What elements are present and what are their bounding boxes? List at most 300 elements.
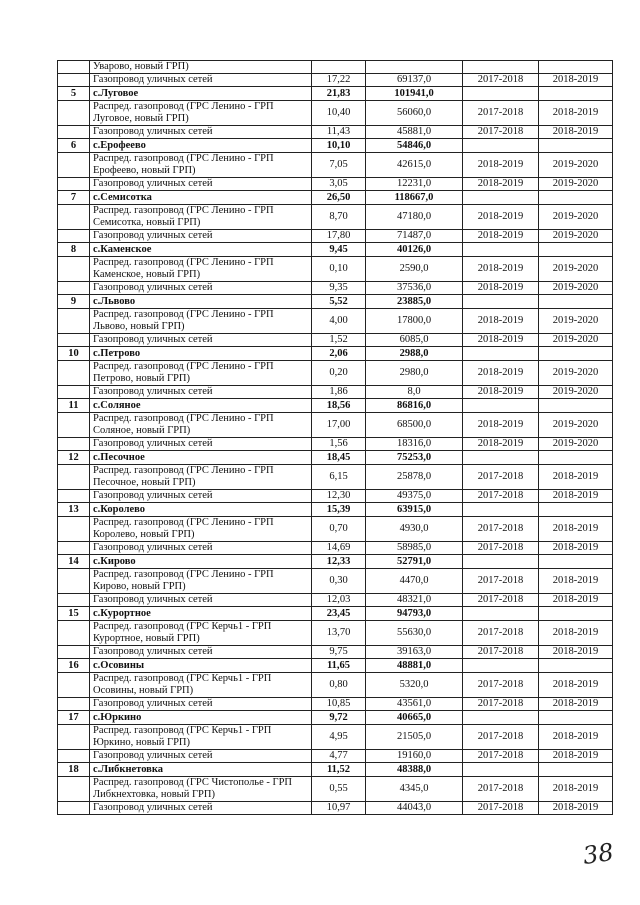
table-row bbox=[58, 230, 613, 243]
cell-number bbox=[58, 750, 90, 763]
cell-period-design bbox=[463, 451, 539, 465]
cell-cost: 101941,0 bbox=[366, 87, 463, 101]
cell-cost: 68500,0 bbox=[366, 413, 463, 438]
table-body bbox=[58, 61, 613, 815]
cell-period-build: 2018-2019 bbox=[539, 569, 613, 594]
cell-period-build: 2019-2020 bbox=[539, 413, 613, 438]
cell-period-design: 2017-2018 bbox=[463, 802, 539, 815]
cell-cost: 4470,0 bbox=[366, 569, 463, 594]
cell-length-km: 18,45 bbox=[312, 451, 366, 465]
cell-number bbox=[58, 61, 90, 74]
cell-description: Газопровод уличных сетей bbox=[90, 438, 312, 451]
cell-period-build bbox=[539, 347, 613, 361]
cell-number bbox=[58, 594, 90, 607]
settlement-row bbox=[58, 763, 613, 777]
cell-cost: 40665,0 bbox=[366, 711, 463, 725]
cell-description: Распред. газопровод (ГРС Керчь1 - ГРП Юркино, новый ГРП) bbox=[90, 725, 312, 750]
cell-period-build: 2018-2019 bbox=[539, 673, 613, 698]
table-row bbox=[58, 61, 613, 74]
cell-cost: 47180,0 bbox=[366, 205, 463, 230]
cell-description: Газопровод уличных сетей bbox=[90, 802, 312, 815]
cell-period-design: 2017-2018 bbox=[463, 594, 539, 607]
cell-number bbox=[58, 178, 90, 191]
cell-cost: 71487,0 bbox=[366, 230, 463, 243]
cell-cost: 48881,0 bbox=[366, 659, 463, 673]
cell-number: 5 bbox=[58, 87, 90, 101]
settlement-row bbox=[58, 243, 613, 257]
cell-cost: 40126,0 bbox=[366, 243, 463, 257]
cell-period-design: 2018-2019 bbox=[463, 205, 539, 230]
cell-number bbox=[58, 126, 90, 139]
cell-number bbox=[58, 386, 90, 399]
cell-length-km: 11,43 bbox=[312, 126, 366, 139]
cell-description: Газопровод уличных сетей bbox=[90, 542, 312, 555]
cell-number: 12 bbox=[58, 451, 90, 465]
cell-number bbox=[58, 646, 90, 659]
cell-number bbox=[58, 413, 90, 438]
cell-number bbox=[58, 542, 90, 555]
cell-description: с.Соляное bbox=[90, 399, 312, 413]
table-row bbox=[58, 777, 613, 802]
cell-length-km: 1,86 bbox=[312, 386, 366, 399]
table-row bbox=[58, 153, 613, 178]
cell-period-build bbox=[539, 659, 613, 673]
cell-description: Распред. газопровод (ГРС Ленино - ГРП Львово, новый ГРП) bbox=[90, 309, 312, 334]
cell-number: 18 bbox=[58, 763, 90, 777]
cell-number bbox=[58, 725, 90, 750]
cell-cost: 48321,0 bbox=[366, 594, 463, 607]
cell-period-build bbox=[539, 399, 613, 413]
cell-length-km: 0,20 bbox=[312, 361, 366, 386]
cell-cost: 63915,0 bbox=[366, 503, 463, 517]
cell-cost: 23885,0 bbox=[366, 295, 463, 309]
cell-period-design: 2018-2019 bbox=[463, 438, 539, 451]
cell-period-design bbox=[463, 243, 539, 257]
table-row bbox=[58, 490, 613, 503]
cell-period-design: 2017-2018 bbox=[463, 465, 539, 490]
table-row bbox=[58, 725, 613, 750]
cell-period-build: 2019-2020 bbox=[539, 309, 613, 334]
cell-description: Газопровод уличных сетей bbox=[90, 282, 312, 295]
cell-length-km: 10,97 bbox=[312, 802, 366, 815]
cell-period-build bbox=[539, 503, 613, 517]
cell-period-build bbox=[539, 763, 613, 777]
cell-period-design bbox=[463, 763, 539, 777]
cell-number: 8 bbox=[58, 243, 90, 257]
cell-description: Распред. газопровод (ГРС Ленино - ГРП Кирово, новый ГРП) bbox=[90, 569, 312, 594]
cell-number bbox=[58, 309, 90, 334]
cell-cost: 69137,0 bbox=[366, 74, 463, 87]
cell-period-build bbox=[539, 61, 613, 74]
cell-number: 13 bbox=[58, 503, 90, 517]
cell-description: Газопровод уличных сетей bbox=[90, 646, 312, 659]
cell-number: 7 bbox=[58, 191, 90, 205]
table-row bbox=[58, 126, 613, 139]
cell-number bbox=[58, 698, 90, 711]
cell-number bbox=[58, 74, 90, 87]
cell-cost: 19160,0 bbox=[366, 750, 463, 763]
cell-length-km: 10,10 bbox=[312, 139, 366, 153]
table-row bbox=[58, 178, 613, 191]
cell-period-design: 2017-2018 bbox=[463, 777, 539, 802]
cell-period-design: 2017-2018 bbox=[463, 750, 539, 763]
cell-length-km: 0,70 bbox=[312, 517, 366, 542]
page-number: 38 bbox=[581, 838, 616, 870]
cell-period-build: 2018-2019 bbox=[539, 621, 613, 646]
cell-length-km: 17,00 bbox=[312, 413, 366, 438]
settlement-row bbox=[58, 607, 613, 621]
cell-cost: 5320,0 bbox=[366, 673, 463, 698]
cell-cost: 54846,0 bbox=[366, 139, 463, 153]
cell-description: Распред. газопровод (ГРС Ленино - ГРП Петрово, новый ГРП) bbox=[90, 361, 312, 386]
cell-period-build: 2019-2020 bbox=[539, 386, 613, 399]
cell-description: Газопровод уличных сетей bbox=[90, 698, 312, 711]
cell-number bbox=[58, 334, 90, 347]
table-row bbox=[58, 802, 613, 815]
cell-cost: 49375,0 bbox=[366, 490, 463, 503]
cell-period-design: 2017-2018 bbox=[463, 490, 539, 503]
cell-length-km: 0,55 bbox=[312, 777, 366, 802]
cell-description: Газопровод уличных сетей bbox=[90, 334, 312, 347]
settlement-row bbox=[58, 451, 613, 465]
settlement-row bbox=[58, 139, 613, 153]
cell-cost: 43561,0 bbox=[366, 698, 463, 711]
cell-length-km: 21,83 bbox=[312, 87, 366, 101]
cell-period-design bbox=[463, 711, 539, 725]
cell-period-build: 2019-2020 bbox=[539, 205, 613, 230]
cell-cost: 118667,0 bbox=[366, 191, 463, 205]
cell-period-build: 2018-2019 bbox=[539, 802, 613, 815]
table-row bbox=[58, 257, 613, 282]
cell-cost: 17800,0 bbox=[366, 309, 463, 334]
cell-period-build bbox=[539, 607, 613, 621]
cell-length-km: 9,45 bbox=[312, 243, 366, 257]
cell-period-design: 2017-2018 bbox=[463, 725, 539, 750]
cell-period-build: 2019-2020 bbox=[539, 178, 613, 191]
cell-number bbox=[58, 153, 90, 178]
cell-cost: 21505,0 bbox=[366, 725, 463, 750]
cell-number bbox=[58, 777, 90, 802]
cell-period-design: 2017-2018 bbox=[463, 101, 539, 126]
cell-description: Распред. газопровод (ГРС Керчь1 - ГРП Курортное, новый ГРП) bbox=[90, 621, 312, 646]
cell-description: с.Луговое bbox=[90, 87, 312, 101]
cell-period-design: 2017-2018 bbox=[463, 646, 539, 659]
cell-cost: 12231,0 bbox=[366, 178, 463, 191]
cell-period-design: 2017-2018 bbox=[463, 569, 539, 594]
cell-length-km: 18,56 bbox=[312, 399, 366, 413]
cell-number bbox=[58, 438, 90, 451]
cell-length-km: 7,05 bbox=[312, 153, 366, 178]
cell-number bbox=[58, 282, 90, 295]
table-row bbox=[58, 569, 613, 594]
cell-period-build bbox=[539, 451, 613, 465]
cell-length-km: 14,69 bbox=[312, 542, 366, 555]
cell-cost: 4345,0 bbox=[366, 777, 463, 802]
cell-period-build: 2018-2019 bbox=[539, 465, 613, 490]
table-row bbox=[58, 465, 613, 490]
settlement-row bbox=[58, 711, 613, 725]
cell-cost: 8,0 bbox=[366, 386, 463, 399]
cell-period-build bbox=[539, 139, 613, 153]
gas-pipeline-table bbox=[57, 60, 613, 815]
cell-period-design: 2017-2018 bbox=[463, 517, 539, 542]
cell-period-build: 2019-2020 bbox=[539, 257, 613, 282]
cell-length-km: 4,00 bbox=[312, 309, 366, 334]
cell-cost: 4930,0 bbox=[366, 517, 463, 542]
cell-cost: 18316,0 bbox=[366, 438, 463, 451]
cell-cost: 86816,0 bbox=[366, 399, 463, 413]
cell-period-design: 2018-2019 bbox=[463, 257, 539, 282]
cell-length-km: 11,52 bbox=[312, 763, 366, 777]
cell-cost: 75253,0 bbox=[366, 451, 463, 465]
table-row bbox=[58, 205, 613, 230]
cell-period-design bbox=[463, 659, 539, 673]
cell-number: 11 bbox=[58, 399, 90, 413]
cell-number: 10 bbox=[58, 347, 90, 361]
cell-period-design bbox=[463, 295, 539, 309]
cell-period-design: 2018-2019 bbox=[463, 282, 539, 295]
cell-description: с.Каменское bbox=[90, 243, 312, 257]
cell-description: Газопровод уличных сетей bbox=[90, 594, 312, 607]
cell-period-build bbox=[539, 243, 613, 257]
cell-length-km: 15,39 bbox=[312, 503, 366, 517]
cell-number: 17 bbox=[58, 711, 90, 725]
cell-length-km: 12,33 bbox=[312, 555, 366, 569]
cell-length-km: 0,10 bbox=[312, 257, 366, 282]
cell-period-design: 2018-2019 bbox=[463, 230, 539, 243]
cell-period-design bbox=[463, 61, 539, 74]
cell-length-km: 11,65 bbox=[312, 659, 366, 673]
cell-period-build: 2018-2019 bbox=[539, 74, 613, 87]
table-row bbox=[58, 698, 613, 711]
cell-description: Уварово, новый ГРП) bbox=[90, 61, 312, 74]
cell-cost: 58985,0 bbox=[366, 542, 463, 555]
cell-period-design: 2018-2019 bbox=[463, 309, 539, 334]
cell-description: Газопровод уличных сетей bbox=[90, 74, 312, 87]
cell-length-km: 17,22 bbox=[312, 74, 366, 87]
cell-period-design bbox=[463, 139, 539, 153]
cell-period-build: 2019-2020 bbox=[539, 334, 613, 347]
cell-number bbox=[58, 673, 90, 698]
cell-length-km: 2,06 bbox=[312, 347, 366, 361]
table-row bbox=[58, 386, 613, 399]
cell-number bbox=[58, 465, 90, 490]
settlement-row bbox=[58, 191, 613, 205]
cell-length-km: 9,75 bbox=[312, 646, 366, 659]
cell-number bbox=[58, 257, 90, 282]
cell-description: Распред. газопровод (ГРС Ленино - ГРП Ерофеево, новый ГРП) bbox=[90, 153, 312, 178]
cell-cost: 48388,0 bbox=[366, 763, 463, 777]
cell-length-km: 5,52 bbox=[312, 295, 366, 309]
cell-cost: 37536,0 bbox=[366, 282, 463, 295]
cell-period-build: 2019-2020 bbox=[539, 230, 613, 243]
cell-description: с.Ерофеево bbox=[90, 139, 312, 153]
cell-number bbox=[58, 802, 90, 815]
cell-length-km: 8,70 bbox=[312, 205, 366, 230]
cell-description: Газопровод уличных сетей bbox=[90, 126, 312, 139]
settlement-row bbox=[58, 399, 613, 413]
cell-cost: 45881,0 bbox=[366, 126, 463, 139]
settlement-row bbox=[58, 659, 613, 673]
cell-cost: 2590,0 bbox=[366, 257, 463, 282]
cell-description: с.Кирово bbox=[90, 555, 312, 569]
cell-number: 15 bbox=[58, 607, 90, 621]
cell-number bbox=[58, 490, 90, 503]
cell-period-build: 2018-2019 bbox=[539, 698, 613, 711]
table-row bbox=[58, 750, 613, 763]
cell-description: с.Семисотка bbox=[90, 191, 312, 205]
cell-length-km: 9,72 bbox=[312, 711, 366, 725]
cell-description: Газопровод уличных сетей bbox=[90, 230, 312, 243]
cell-length-km: 10,40 bbox=[312, 101, 366, 126]
table-row bbox=[58, 309, 613, 334]
cell-description: Газопровод уличных сетей bbox=[90, 490, 312, 503]
cell-period-build bbox=[539, 191, 613, 205]
cell-length-km: 3,05 bbox=[312, 178, 366, 191]
cell-period-build: 2018-2019 bbox=[539, 750, 613, 763]
cell-description: Распред. газопровод (ГРС Керчь1 - ГРП Осовины, новый ГРП) bbox=[90, 673, 312, 698]
cell-description: Распред. газопровод (ГРС Ленино - ГРП Песочное, новый ГРП) bbox=[90, 465, 312, 490]
cell-period-design: 2017-2018 bbox=[463, 673, 539, 698]
cell-number bbox=[58, 517, 90, 542]
cell-period-build: 2018-2019 bbox=[539, 777, 613, 802]
cell-cost: 94793,0 bbox=[366, 607, 463, 621]
cell-period-build bbox=[539, 295, 613, 309]
cell-description: с.Львово bbox=[90, 295, 312, 309]
cell-length-km: 12,03 bbox=[312, 594, 366, 607]
cell-period-build: 2019-2020 bbox=[539, 282, 613, 295]
cell-description: с.Либкнетовка bbox=[90, 763, 312, 777]
cell-description: Распред. газопровод (ГРС Ленино - ГРП Луговое, новый ГРП) bbox=[90, 101, 312, 126]
cell-length-km: 4,95 bbox=[312, 725, 366, 750]
cell-description: Газопровод уличных сетей bbox=[90, 178, 312, 191]
cell-period-design: 2017-2018 bbox=[463, 621, 539, 646]
cell-number bbox=[58, 230, 90, 243]
cell-period-design bbox=[463, 347, 539, 361]
cell-period-design: 2018-2019 bbox=[463, 334, 539, 347]
cell-length-km: 1,56 bbox=[312, 438, 366, 451]
cell-number bbox=[58, 569, 90, 594]
table-row bbox=[58, 646, 613, 659]
settlement-row bbox=[58, 295, 613, 309]
cell-description: Распред. газопровод (ГРС Ленино - ГРП Семисотка, новый ГРП) bbox=[90, 205, 312, 230]
cell-description: с.Песочное bbox=[90, 451, 312, 465]
cell-cost: 56060,0 bbox=[366, 101, 463, 126]
table-row bbox=[58, 282, 613, 295]
cell-description: с.Юркино bbox=[90, 711, 312, 725]
cell-period-build: 2018-2019 bbox=[539, 490, 613, 503]
cell-cost: 2980,0 bbox=[366, 361, 463, 386]
cell-length-km: 13,70 bbox=[312, 621, 366, 646]
cell-period-build: 2018-2019 bbox=[539, 725, 613, 750]
table-row bbox=[58, 101, 613, 126]
settlement-row bbox=[58, 347, 613, 361]
table-row bbox=[58, 673, 613, 698]
cell-description: с.Петрово bbox=[90, 347, 312, 361]
settlement-row bbox=[58, 555, 613, 569]
cell-period-build: 2019-2020 bbox=[539, 361, 613, 386]
settlement-row bbox=[58, 87, 613, 101]
cell-cost: 42615,0 bbox=[366, 153, 463, 178]
cell-period-build bbox=[539, 711, 613, 725]
cell-length-km: 9,35 bbox=[312, 282, 366, 295]
cell-length-km: 10,85 bbox=[312, 698, 366, 711]
cell-period-design bbox=[463, 503, 539, 517]
table-row bbox=[58, 594, 613, 607]
cell-description: с.Королево bbox=[90, 503, 312, 517]
cell-number: 16 bbox=[58, 659, 90, 673]
table-row bbox=[58, 334, 613, 347]
cell-period-design bbox=[463, 607, 539, 621]
cell-period-build: 2018-2019 bbox=[539, 594, 613, 607]
cell-length-km: 26,50 bbox=[312, 191, 366, 205]
cell-number bbox=[58, 361, 90, 386]
cell-period-build: 2018-2019 bbox=[539, 126, 613, 139]
cell-period-build: 2019-2020 bbox=[539, 438, 613, 451]
table-row bbox=[58, 621, 613, 646]
cell-period-design: 2018-2019 bbox=[463, 178, 539, 191]
cell-period-design: 2017-2018 bbox=[463, 542, 539, 555]
cell-number bbox=[58, 621, 90, 646]
cell-cost: 6085,0 bbox=[366, 334, 463, 347]
table-row bbox=[58, 413, 613, 438]
cell-period-design: 2018-2019 bbox=[463, 413, 539, 438]
cell-period-design bbox=[463, 555, 539, 569]
cell-cost: 55630,0 bbox=[366, 621, 463, 646]
cell-length-km: 12,30 bbox=[312, 490, 366, 503]
cell-period-design: 2017-2018 bbox=[463, 74, 539, 87]
cell-cost: 2988,0 bbox=[366, 347, 463, 361]
cell-length-km: 4,77 bbox=[312, 750, 366, 763]
cell-description: Распред. газопровод (ГРС Чистополье - ГРП Либкнехтовка, новый ГРП) bbox=[90, 777, 312, 802]
table-row bbox=[58, 74, 613, 87]
cell-number bbox=[58, 101, 90, 126]
table-row bbox=[58, 517, 613, 542]
cell-length-km: 0,30 bbox=[312, 569, 366, 594]
cell-length-km: 23,45 bbox=[312, 607, 366, 621]
cell-number: 6 bbox=[58, 139, 90, 153]
cell-length-km: 1,52 bbox=[312, 334, 366, 347]
table-row bbox=[58, 361, 613, 386]
table-row bbox=[58, 542, 613, 555]
cell-period-build: 2018-2019 bbox=[539, 646, 613, 659]
settlement-row bbox=[58, 503, 613, 517]
cell-description: Распред. газопровод (ГРС Ленино - ГРП Каменское, новый ГРП) bbox=[90, 257, 312, 282]
cell-number: 14 bbox=[58, 555, 90, 569]
cell-period-design bbox=[463, 191, 539, 205]
cell-length-km: 6,15 bbox=[312, 465, 366, 490]
cell-period-build bbox=[539, 555, 613, 569]
cell-period-design: 2018-2019 bbox=[463, 361, 539, 386]
cell-cost: 44043,0 bbox=[366, 802, 463, 815]
cell-period-build: 2018-2019 bbox=[539, 542, 613, 555]
cell-period-design: 2018-2019 bbox=[463, 386, 539, 399]
cell-period-design: 2017-2018 bbox=[463, 698, 539, 711]
cell-length-km: 17,80 bbox=[312, 230, 366, 243]
cell-description: Распред. газопровод (ГРС Ленино - ГРП Королево, новый ГРП) bbox=[90, 517, 312, 542]
cell-period-design: 2018-2019 bbox=[463, 153, 539, 178]
cell-period-build: 2018-2019 bbox=[539, 517, 613, 542]
cell-period-build: 2019-2020 bbox=[539, 153, 613, 178]
cell-description: Газопровод уличных сетей bbox=[90, 386, 312, 399]
cell-cost bbox=[366, 61, 463, 74]
cell-cost: 25878,0 bbox=[366, 465, 463, 490]
cell-period-design bbox=[463, 399, 539, 413]
cell-period-design bbox=[463, 87, 539, 101]
cell-period-design: 2017-2018 bbox=[463, 126, 539, 139]
cell-number bbox=[58, 205, 90, 230]
cell-number: 9 bbox=[58, 295, 90, 309]
